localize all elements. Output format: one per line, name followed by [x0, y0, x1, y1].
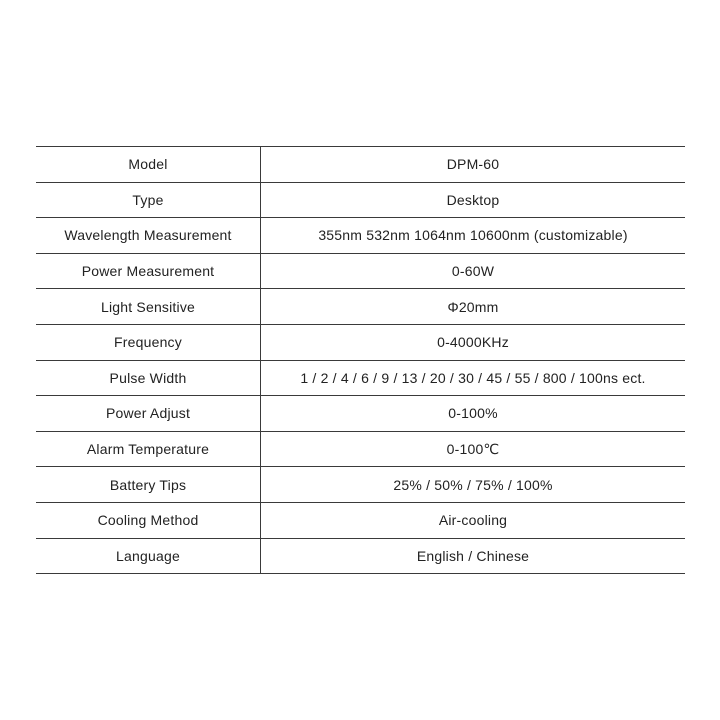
row-value: Air-cooling: [261, 502, 686, 538]
table-row: [36, 147, 685, 183]
table-row: [36, 324, 685, 360]
table-row: [36, 467, 685, 503]
table-row: [36, 538, 685, 574]
row-value: English / Chinese: [261, 538, 686, 574]
row-value: 0-4000KHz: [261, 324, 686, 360]
table-row: [36, 431, 685, 467]
row-value: 1 / 2 / 4 / 6 / 9 / 13 / 20 / 30 / 45 / 55 / 800 / 100ns ect.: [261, 360, 686, 396]
row-label: Power Adjust: [36, 396, 261, 432]
row-label: Cooling Method: [36, 502, 261, 538]
table-row: [36, 218, 685, 254]
row-value: 0-100℃: [261, 431, 686, 467]
row-value: 25% / 50% / 75% / 100%: [261, 467, 686, 503]
row-label: Language: [36, 538, 261, 574]
row-label: Wavelength Measurement: [36, 218, 261, 254]
row-value: DPM-60: [261, 147, 686, 183]
row-label: Battery Tips: [36, 467, 261, 503]
row-value: Φ20mm: [261, 289, 686, 325]
row-label: Frequency: [36, 324, 261, 360]
row-label: Pulse Width: [36, 360, 261, 396]
row-label: Alarm Temperature: [36, 431, 261, 467]
row-label: Type: [36, 182, 261, 218]
row-label: Model: [36, 147, 261, 183]
row-label: Power Measurement: [36, 253, 261, 289]
table-row: [36, 502, 685, 538]
table-row: [36, 182, 685, 218]
table-row: [36, 289, 685, 325]
row-value: 0-100%: [261, 396, 686, 432]
table-row: [36, 253, 685, 289]
row-value: Desktop: [261, 182, 686, 218]
spec-table: [36, 146, 685, 574]
table-row: [36, 396, 685, 432]
row-value: 0-60W: [261, 253, 686, 289]
row-value: 355nm 532nm 1064nm 10600nm (customizable): [261, 218, 686, 254]
row-label: Light Sensitive: [36, 289, 261, 325]
table-row: [36, 360, 685, 396]
